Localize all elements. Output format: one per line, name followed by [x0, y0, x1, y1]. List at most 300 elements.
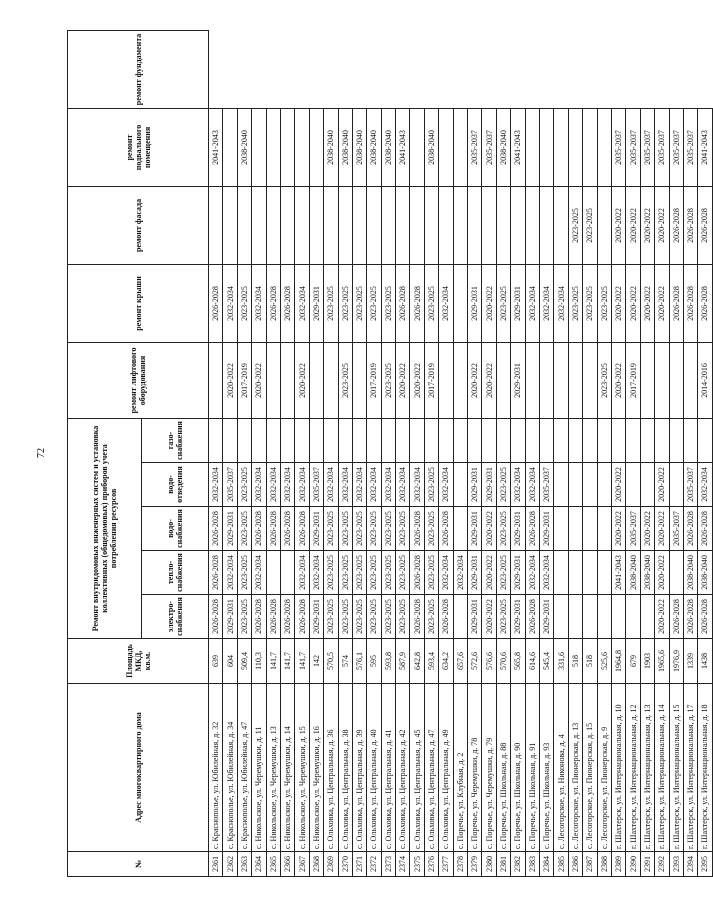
cell-basement: 2038-2040: [352, 108, 366, 186]
cell-sewer: [597, 463, 611, 507]
cell-electro: [554, 595, 568, 639]
cell-sewer: 2032-2034: [396, 463, 410, 507]
cell-facade: [396, 186, 410, 264]
cell-basement: [295, 108, 309, 186]
cell-area: 679: [626, 639, 640, 684]
table-row: [496, 30, 510, 876]
cell-address: г. Шахтерск, ул. Интернациональная, д. 12: [626, 684, 640, 852]
cell-num: 2375: [410, 852, 424, 877]
cell-electro: 2026-2028: [280, 595, 294, 639]
cell-num: 2371: [352, 852, 366, 877]
cell-num: 2366: [280, 852, 294, 877]
cell-heat: 2032-2034: [453, 551, 467, 595]
cell-roof: 2023-2025: [496, 264, 510, 342]
cell-basement: 2035-2037: [611, 108, 625, 186]
cell-elevator: 2029-2031: [511, 342, 525, 418]
cell-sewer: 2032-2034: [338, 463, 352, 507]
cell-address: с. Ольховка, ул. Центральная, д. 47: [424, 684, 438, 852]
cell-address: с. Никольское, ул. Черемушки, д. 16: [309, 684, 323, 852]
header-foundation: ремонт фундамента: [68, 30, 209, 108]
cell-basement: [439, 108, 453, 186]
cell-roof: 2023-2025: [597, 264, 611, 342]
cell-sewer: 2020-2022: [611, 463, 625, 507]
cell-address: с. Поречье, ул. Клубная, д. 2: [453, 684, 467, 852]
cell-address: с. Поречье, ул. Школьная, д. 91: [525, 684, 539, 852]
cell-elevator: 2023-2025: [338, 342, 352, 418]
cell-address: с. Поречье, ул. Черемушки, д. 79: [482, 684, 496, 852]
cell-electro: 2026-2028: [698, 595, 712, 639]
cell-address: г. Шахтерск, ул. Интернациональная, д. 14: [655, 684, 669, 852]
cell-basement: 2035-2037: [640, 108, 654, 186]
cell-gas: [324, 418, 338, 462]
cell-num: 2370: [338, 852, 352, 877]
cell-water: 2035-2037: [669, 507, 683, 551]
cell-address: г. Шахтерск, ул. Интернациональная, д. 15: [669, 684, 683, 852]
cell-electro: 2023-2025: [381, 595, 395, 639]
cell-roof: 2029-2031: [309, 264, 323, 342]
table-row: [583, 30, 597, 876]
cell-water: 2023-2025: [367, 507, 381, 551]
cell-area: 604: [223, 639, 237, 684]
cell-water: 2029-2031: [511, 507, 525, 551]
cell-heat: 2032-2034: [223, 551, 237, 595]
cell-area: 1339: [683, 639, 697, 684]
cell-address: г. Шахтерск, ул. Интернациональная, д. 17: [683, 684, 697, 852]
cell-address: с. Краснополье, ул. Юбилейная, д. 32: [209, 684, 223, 852]
cell-gas: [525, 418, 539, 462]
cell-gas: [539, 418, 553, 462]
cell-elevator: [568, 342, 582, 418]
cell-electro: 2023-2025: [424, 595, 438, 639]
cell-num: 2394: [683, 852, 697, 877]
cell-roof: 2023-2025: [352, 264, 366, 342]
cell-gas: [309, 418, 323, 462]
cell-electro: 2029-2031: [468, 595, 482, 639]
cell-heat: 2023-2025: [396, 551, 410, 595]
cell-gas: [280, 418, 294, 462]
cell-electro: 2029-2031: [511, 595, 525, 639]
cell-sewer: 2023-2025: [237, 463, 251, 507]
cell-roof: 2026-2028: [266, 264, 280, 342]
cell-elevator: 2023-2025: [381, 342, 395, 418]
cell-area: 1903: [640, 639, 654, 684]
cell-electro: 2026-2028: [252, 595, 266, 639]
cell-roof: 2029-2031: [511, 264, 525, 342]
table-row: [683, 30, 697, 876]
cell-electro: [611, 595, 625, 639]
cell-heat: 2038-2040: [626, 551, 640, 595]
table-row: [554, 30, 568, 876]
cell-address: с. Поречье, ул. Школьная, д. 88: [496, 684, 510, 852]
cell-address: с. Ольховка, ул. Центральная, д. 39: [352, 684, 366, 852]
cell-gas: [352, 418, 366, 462]
cell-water: 2029-2031: [468, 507, 482, 551]
cell-area: 1964,8: [611, 639, 625, 684]
cell-sewer: 2032-2034: [525, 463, 539, 507]
cell-elevator: [554, 342, 568, 418]
cell-gas: [367, 418, 381, 462]
cell-elevator: [324, 342, 338, 418]
cell-roof: 2020-2022: [482, 264, 496, 342]
header-roof: ремонт крыши: [68, 264, 209, 342]
cell-num: 2373: [381, 852, 395, 877]
cell-area: 518: [583, 639, 597, 684]
cell-facade: [280, 186, 294, 264]
cell-roof: 2020-2022: [611, 264, 625, 342]
table-row: [468, 30, 482, 876]
cell-area: 593,8: [381, 639, 395, 684]
table-row: [511, 30, 525, 876]
cell-roof: 2026-2028: [410, 264, 424, 342]
cell-water: [597, 507, 611, 551]
cell-facade: [597, 186, 611, 264]
cell-basement: 2035-2037: [468, 108, 482, 186]
cell-gas: [511, 418, 525, 462]
cell-num: 2391: [640, 852, 654, 877]
cell-heat: [568, 551, 582, 595]
cell-basement: [252, 108, 266, 186]
cell-heat: [266, 551, 280, 595]
header-num: №: [68, 852, 209, 877]
cell-water: 2026-2028: [525, 507, 539, 551]
cell-sewer: 2032-2034: [266, 463, 280, 507]
cell-facade: 2026-2028: [669, 186, 683, 264]
cell-water: 2023-2025: [496, 507, 510, 551]
cell-num: 2382: [511, 852, 525, 877]
cell-roof: 2023-2025: [568, 264, 582, 342]
cell-roof: 2029-2031: [468, 264, 482, 342]
cell-electro: 2026-2028: [209, 595, 223, 639]
cell-water: 2023-2025: [338, 507, 352, 551]
cell-sewer: 2032-2034: [698, 463, 712, 507]
cell-basement: [554, 108, 568, 186]
cell-gas: [381, 418, 395, 462]
cell-num: 2379: [468, 852, 482, 877]
table-row: [568, 30, 582, 876]
header-gas: газо-снабжения: [142, 418, 209, 462]
cell-water: 2026-2028: [683, 507, 697, 551]
cell-water: [568, 507, 582, 551]
cell-sewer: 2032-2034: [295, 463, 309, 507]
cell-num: 2369: [324, 852, 338, 877]
cell-roof: 2026-2028: [280, 264, 294, 342]
cell-gas: [683, 418, 697, 462]
cell-gas: [396, 418, 410, 462]
cell-facade: 2020-2022: [655, 186, 669, 264]
cell-basement: [280, 108, 294, 186]
cell-basement: [597, 108, 611, 186]
header-address: Адрес многоквартирного дома: [68, 684, 209, 852]
cell-electro: 2026-2028: [410, 595, 424, 639]
cell-area: 525,6: [597, 639, 611, 684]
cell-sewer: [554, 463, 568, 507]
cell-address: с. Ольховка, ул. Центральная, д. 38: [338, 684, 352, 852]
table-row: [209, 30, 223, 876]
cell-num: 2381: [496, 852, 510, 877]
cell-elevator: 2020-2022: [611, 342, 625, 418]
cell-gas: [568, 418, 582, 462]
cell-num: 2374: [396, 852, 410, 877]
cell-elevator: 2017-2019: [237, 342, 251, 418]
cell-address: с. Ольховка, ул. Центральная, д. 36: [324, 684, 338, 852]
cell-facade: [266, 186, 280, 264]
cell-electro: [568, 595, 582, 639]
cell-facade: [295, 186, 309, 264]
cell-basement: [568, 108, 582, 186]
cell-elevator: 2020-2022: [410, 342, 424, 418]
cell-water: 2029-2031: [539, 507, 553, 551]
cell-heat: 2032-2034: [309, 551, 323, 595]
table-row: [252, 30, 266, 876]
cell-water: 2026-2028: [410, 507, 424, 551]
header-heat: тепло-снабжения: [142, 551, 209, 595]
cell-basement: [453, 108, 467, 186]
cell-water: 2023-2025: [424, 507, 438, 551]
cell-num: 2395: [698, 852, 712, 877]
table-row: [237, 30, 251, 876]
cell-area: 574: [338, 639, 352, 684]
cell-heat: 2038-2040: [698, 551, 712, 595]
cell-sewer: [626, 463, 640, 507]
cell-elevator: 2017-2019: [424, 342, 438, 418]
cell-address: г. Шахтерск, ул. Интернациональная, д. 13: [640, 684, 654, 852]
cell-elevator: [266, 342, 280, 418]
cell-water: 2026-2028: [280, 507, 294, 551]
cell-basement: 2041-2043: [396, 108, 410, 186]
cell-heat: 2023-2025: [338, 551, 352, 595]
cell-address: с. Поречье, ул. Школьная, д. 90: [511, 684, 525, 852]
cell-water: 2023-2025: [352, 507, 366, 551]
cell-roof: 2020-2022: [640, 264, 654, 342]
cell-address: с. Лесогорское, ул. Пионерская, д. 13: [568, 684, 582, 852]
cell-electro: 2023-2025: [352, 595, 366, 639]
cell-basement: 2038-2040: [381, 108, 395, 186]
cell-sewer: 2032-2034: [511, 463, 525, 507]
cell-heat: 2029-2031: [511, 551, 525, 595]
cell-basement: 2038-2040: [367, 108, 381, 186]
table-row: [324, 30, 338, 876]
cell-heat: [669, 551, 683, 595]
table-row: [280, 30, 294, 876]
cell-water: 2023-2025: [396, 507, 410, 551]
cell-roof: 2023-2025: [583, 264, 597, 342]
cell-num: 2393: [669, 852, 683, 877]
cell-address: с. Поречье, ул. Черемушки, д. 78: [468, 684, 482, 852]
cell-basement: 2035-2037: [683, 108, 697, 186]
cell-heat: 2032-2034: [252, 551, 266, 595]
cell-roof: 2032-2034: [525, 264, 539, 342]
header-elevator: ремонт лифтового оборудования: [68, 342, 209, 418]
cell-roof: 2026-2028: [209, 264, 223, 342]
cell-sewer: 2032-2034: [410, 463, 424, 507]
cell-area: 595: [367, 639, 381, 684]
cell-area: 572,6: [468, 639, 482, 684]
cell-area: 141,7: [280, 639, 294, 684]
cell-basement: [266, 108, 280, 186]
header-electro: электро-снабжения: [142, 595, 209, 639]
cell-num: 2363: [237, 852, 251, 877]
cell-elevator: [640, 342, 654, 418]
cell-num: 2361: [209, 852, 223, 877]
cell-sewer: 2020-2022: [655, 463, 669, 507]
cell-gas: [424, 418, 438, 462]
table-row: [381, 30, 395, 876]
cell-electro: 2026-2028: [683, 595, 697, 639]
cell-num: 2385: [554, 852, 568, 877]
cell-facade: [352, 186, 366, 264]
cell-heat: 2020-2022: [655, 551, 669, 595]
cell-facade: [453, 186, 467, 264]
cell-address: с. Лесогорское, ул. Пионерская, д. 9: [597, 684, 611, 852]
cell-electro: 2023-2025: [324, 595, 338, 639]
cell-gas: [338, 418, 352, 462]
cell-water: [453, 507, 467, 551]
cell-address: с. Лесогорское, ул. Пионерская, д. 15: [583, 684, 597, 852]
cell-area: 593,4: [424, 639, 438, 684]
cell-elevator: [583, 342, 597, 418]
cell-gas: [252, 418, 266, 462]
cell-electro: [597, 595, 611, 639]
cell-address: с. Никольское, ул. Черемушки, д. 13: [266, 684, 280, 852]
table-row: [655, 30, 669, 876]
cell-num: 2362: [223, 852, 237, 877]
cell-heat: 2032-2034: [295, 551, 309, 595]
cell-area: 142: [309, 639, 323, 684]
cell-sewer: 2035-2037: [309, 463, 323, 507]
cell-roof: 2032-2034: [252, 264, 266, 342]
cell-facade: 2026-2028: [698, 186, 712, 264]
cell-water: 2023-2025: [381, 507, 395, 551]
cell-area: 1976,9: [669, 639, 683, 684]
table-row: [352, 30, 366, 876]
cell-elevator: [352, 342, 366, 418]
cell-area: 614,6: [525, 639, 539, 684]
cell-basement: 2035-2037: [482, 108, 496, 186]
cell-electro: 2023-2025: [237, 595, 251, 639]
cell-num: 2380: [482, 852, 496, 877]
cell-area: 570,5: [324, 639, 338, 684]
header-facade: ремонт фасада: [68, 186, 209, 264]
cell-heat: 2023-2025: [367, 551, 381, 595]
cell-facade: [237, 186, 251, 264]
cell-area: 1965,6: [655, 639, 669, 684]
cell-area: 509,4: [237, 639, 251, 684]
cell-area: 639: [209, 639, 223, 684]
cell-heat: 2026-2028: [209, 551, 223, 595]
cell-num: 2392: [655, 852, 669, 877]
cell-elevator: 2020-2022: [396, 342, 410, 418]
table-row: [396, 30, 410, 876]
cell-facade: [554, 186, 568, 264]
cell-heat: 2023-2025: [352, 551, 366, 595]
cell-roof: 2032-2034: [539, 264, 553, 342]
cell-elevator: 2020-2022: [252, 342, 266, 418]
cell-roof: 2026-2028: [396, 264, 410, 342]
table-row: [453, 30, 467, 876]
cell-electro: 2026-2028: [525, 595, 539, 639]
cell-area: 518: [568, 639, 582, 684]
cell-area: 141,7: [266, 639, 280, 684]
table-row: [309, 30, 323, 876]
table-row: [410, 30, 424, 876]
cell-facade: [309, 186, 323, 264]
cell-address: с. Ольховка, ул. Центральная, д. 40: [367, 684, 381, 852]
rotated-page: [67, 31, 710, 877]
cell-elevator: 2014-2016: [698, 342, 712, 418]
cell-heat: 2032-2034: [539, 551, 553, 595]
cell-facade: [439, 186, 453, 264]
cell-basement: [223, 108, 237, 186]
cell-gas: [626, 418, 640, 462]
cell-sewer: 2032-2034: [439, 463, 453, 507]
cell-gas: [468, 418, 482, 462]
cell-address: с. Никольское, ул. Черемушки, д. 11: [252, 684, 266, 852]
cell-gas: [223, 418, 237, 462]
cell-facade: [482, 186, 496, 264]
cell-gas: [295, 418, 309, 462]
cell-electro: [583, 595, 597, 639]
header-sewer: водо-отведения: [142, 463, 209, 507]
table-row: [539, 30, 553, 876]
cell-heat: [554, 551, 568, 595]
cell-electro: 2023-2025: [496, 595, 510, 639]
cell-gas: [453, 418, 467, 462]
cell-electro: 2026-2028: [266, 595, 280, 639]
cell-water: 2020-2022: [640, 507, 654, 551]
cell-area: 576,6: [482, 639, 496, 684]
cell-electro: 2023-2025: [338, 595, 352, 639]
cell-basement: 2038-2040: [496, 108, 510, 186]
cell-roof: 2026-2028: [669, 264, 683, 342]
cell-elevator: [655, 342, 669, 418]
cell-water: [554, 507, 568, 551]
cell-roof: 2032-2034: [295, 264, 309, 342]
cell-facade: [410, 186, 424, 264]
cell-water: 2035-2037: [626, 507, 640, 551]
cell-water: 2023-2025: [237, 507, 251, 551]
cell-address: с. Лесогорское, ул. Никонова, д. 4: [554, 684, 568, 852]
cell-water: 2023-2025: [324, 507, 338, 551]
cell-elevator: [309, 342, 323, 418]
cell-facade: [324, 186, 338, 264]
cell-sewer: 2032-2034: [324, 463, 338, 507]
repair-schedule-table: [67, 30, 713, 877]
cell-facade: 2020-2022: [640, 186, 654, 264]
cell-sewer: [640, 463, 654, 507]
cell-facade: 2023-2025: [583, 186, 597, 264]
cell-address: с. Поречье, ул. Школьная, д. 93: [539, 684, 553, 852]
cell-elevator: 2020-2022: [223, 342, 237, 418]
cell-elevator: [539, 342, 553, 418]
cell-address: с. Никольское, ул. Черемушки, д. 14: [280, 684, 294, 852]
cell-elevator: [683, 342, 697, 418]
cell-facade: 2023-2025: [568, 186, 582, 264]
cell-basement: [309, 108, 323, 186]
table-row: [597, 30, 611, 876]
cell-electro: 2029-2031: [309, 595, 323, 639]
header-water: водо-снабжения: [142, 507, 209, 551]
cell-num: 2387: [583, 852, 597, 877]
cell-elevator: 2020-2022: [482, 342, 496, 418]
cell-sewer: 2032-2034: [252, 463, 266, 507]
cell-elevator: [525, 342, 539, 418]
cell-facade: [223, 186, 237, 264]
cell-gas: [655, 418, 669, 462]
cell-basement: [539, 108, 553, 186]
cell-elevator: [209, 342, 223, 418]
cell-sewer: 2032-2034: [280, 463, 294, 507]
cell-facade: 2026-2028: [683, 186, 697, 264]
